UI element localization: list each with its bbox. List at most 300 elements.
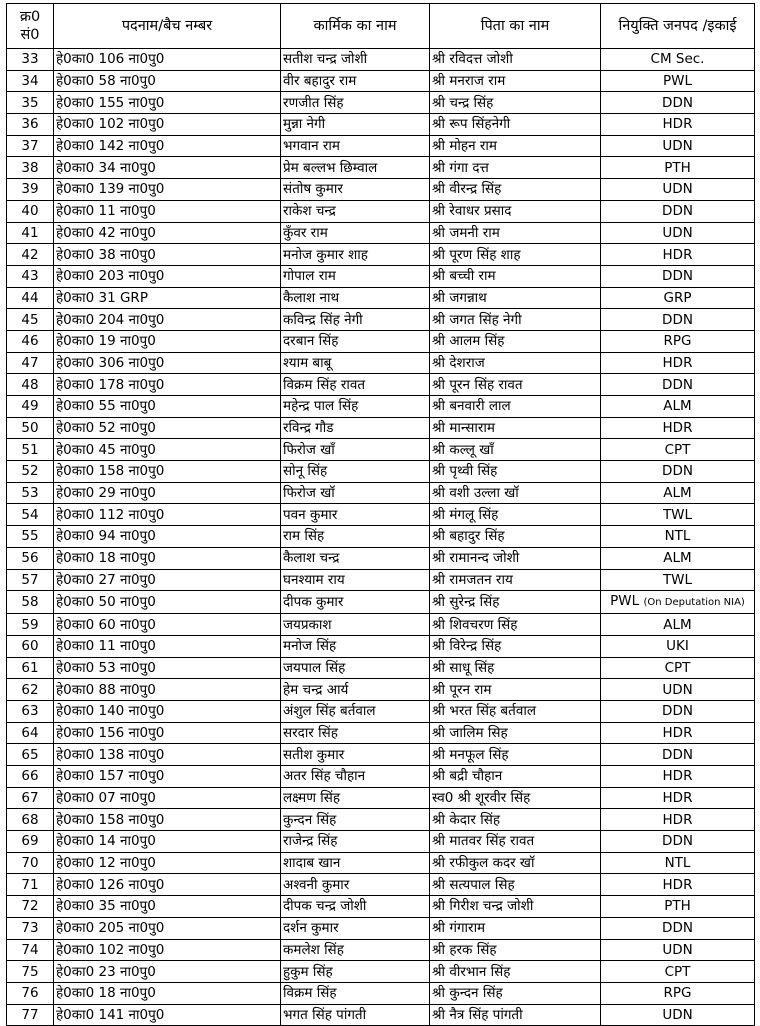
- post-batch-cell: हे0का0 55 ना0पु0: [54, 396, 281, 418]
- post-batch-cell: हे0का0 94 ना0पु0: [54, 526, 281, 548]
- father-name-cell: श्री सुरेन्द्र सिंह: [430, 591, 601, 614]
- serial-number-cell: 69: [7, 831, 54, 853]
- serial-number-cell: 45: [7, 309, 54, 331]
- post-batch-cell: हे0का0 52 ना0पु0: [54, 417, 281, 439]
- employee-name-cell: दरबान सिंह: [281, 330, 430, 352]
- father-name-cell: श्री बच्ची राम: [430, 265, 601, 287]
- post-batch-cell: हे0का0 156 ना0पु0: [54, 722, 281, 744]
- employee-name-cell: दीपक चन्द्र जोशी: [281, 896, 430, 918]
- posting-unit-code: CPT: [664, 963, 691, 980]
- posting-unit-cell: [601, 200, 755, 222]
- post-batch-cell: हे0का0 158 ना0पु0: [54, 461, 281, 483]
- posting-unit-cell: [601, 722, 755, 744]
- header-post-batch: पदनाम/बैच नम्बर: [54, 4, 281, 49]
- father-name-cell: श्री मातवर सिंह रावत: [430, 831, 601, 853]
- posting-unit-cell: [601, 330, 755, 352]
- post-batch-cell: हे0का0 18 ना0पु0: [54, 547, 281, 569]
- posting-unit-code: HDR: [662, 354, 693, 371]
- posting-unit-code: UDN: [662, 681, 693, 698]
- father-name-cell: श्री बहादुर सिंह: [430, 526, 601, 548]
- employee-name-cell: पवन कुमार: [281, 504, 430, 526]
- serial-number-cell: 56: [7, 547, 54, 569]
- employee-name-cell: अश्वनी कुमार: [281, 874, 430, 896]
- employee-name-cell: भगवान राम: [281, 135, 430, 157]
- serial-number-cell: 40: [7, 200, 54, 222]
- father-name-cell: श्री जगत सिंह नेगी: [430, 309, 601, 331]
- post-batch-cell: हे0का0 42 ना0पु0: [54, 222, 281, 244]
- table-row: [7, 982, 755, 1004]
- header-serial-number: क्र0 सं0: [7, 4, 54, 49]
- father-name-cell: श्री भरत सिंह बर्तवाल: [430, 700, 601, 722]
- father-name-cell: श्री पूरन सिंह रावत: [430, 374, 601, 396]
- employee-name-cell: शादाब खान: [281, 852, 430, 874]
- posting-unit-cell: [601, 896, 755, 918]
- table-row: [7, 526, 755, 548]
- posting-unit-cell: [601, 222, 755, 244]
- posting-unit-code: HDR: [662, 116, 693, 133]
- post-batch-cell: हे0का0 178 ना0पु0: [54, 374, 281, 396]
- post-batch-cell: हे0का0 35 ना0पु0: [54, 896, 281, 918]
- employee-name-cell: विक्रम सिंह: [281, 982, 430, 1004]
- father-name-cell: श्री रामजतन राय: [430, 569, 601, 591]
- serial-number-cell: 34: [7, 70, 54, 92]
- employee-name-cell: लक्ष्मण सिंह: [281, 787, 430, 809]
- father-name-cell: श्री पूरण सिंह शाह: [430, 244, 601, 266]
- employee-name-cell: श्याम बाबू: [281, 352, 430, 374]
- serial-number-cell: 53: [7, 482, 54, 504]
- posting-note: (On Deputation NIA): [643, 597, 745, 609]
- posting-unit-cell: [601, 135, 755, 157]
- post-batch-cell: हे0का0 19 ना0पु0: [54, 330, 281, 352]
- employee-name-cell: दर्शन कुमार: [281, 917, 430, 939]
- posting-unit-cell: [601, 352, 755, 374]
- table-row: [7, 961, 755, 983]
- father-name-cell: श्री पृथ्वी सिंह: [430, 461, 601, 483]
- posting-unit-cell: [601, 547, 755, 569]
- serial-number-cell: 64: [7, 722, 54, 744]
- father-name-cell: श्री शिवचरण सिंह: [430, 614, 601, 636]
- table-row: [7, 396, 755, 418]
- serial-number-cell: 41: [7, 222, 54, 244]
- posting-unit-cell: [601, 591, 755, 614]
- header-employee-name: कार्मिक का नाम: [281, 4, 430, 49]
- posting-unit-code: DDN: [662, 268, 693, 285]
- posting-unit-code: DDN: [662, 311, 693, 328]
- serial-number-cell: 62: [7, 679, 54, 701]
- employee-name-cell: अतर सिंह चौहान: [281, 766, 430, 788]
- posting-unit-cell: [601, 874, 755, 896]
- serial-number-cell: 72: [7, 896, 54, 918]
- posting-unit-code: HDR: [662, 246, 693, 263]
- post-batch-cell: हे0का0 12 ना0पु0: [54, 852, 281, 874]
- posting-unit-cell: [601, 982, 755, 1004]
- serial-number-cell: 65: [7, 744, 54, 766]
- employee-name-cell: फिरोज खाँ: [281, 439, 430, 461]
- posting-unit-code: RPG: [663, 985, 692, 1002]
- table-row: [7, 614, 755, 636]
- employee-name-cell: कमलेश सिंह: [281, 939, 430, 961]
- employee-name-cell: मनोज सिंह: [281, 635, 430, 657]
- employee-name-cell: अंशुल सिंह बर्तवाल: [281, 700, 430, 722]
- employee-name-cell: कविन्द्र सिंह नेगी: [281, 309, 430, 331]
- table-row: [7, 569, 755, 591]
- table-row: [7, 744, 755, 766]
- post-batch-cell: हे0का0 106 ना0पु0: [54, 49, 281, 71]
- father-name-cell: श्री रूप सिंहनेगी: [430, 114, 601, 136]
- posting-unit-cell: [601, 309, 755, 331]
- posting-unit-code: DDN: [662, 703, 693, 720]
- employee-name-cell: रणजीत सिंह: [281, 92, 430, 114]
- father-name-cell: श्री मनराज राम: [430, 70, 601, 92]
- father-name-cell: श्री गंगाराम: [430, 917, 601, 939]
- serial-number-cell: 54: [7, 504, 54, 526]
- father-name-cell: श्री चन्द्र सिंह: [430, 92, 601, 114]
- father-name-cell: श्री कल्लू खाँ: [430, 439, 601, 461]
- table-row: [7, 722, 755, 744]
- serial-number-cell: 46: [7, 330, 54, 352]
- employee-name-cell: कैलाश नाथ: [281, 287, 430, 309]
- table-row: [7, 417, 755, 439]
- table-row: [7, 896, 755, 918]
- father-name-cell: श्री सत्यपाल सिह: [430, 874, 601, 896]
- father-name-cell: श्री जालिम सिह: [430, 722, 601, 744]
- posting-unit-cell: [601, 244, 755, 266]
- posting-unit-cell: [601, 569, 755, 591]
- table-row: [7, 92, 755, 114]
- post-batch-cell: हे0का0 112 ना0पु0: [54, 504, 281, 526]
- posting-unit-code: HDR: [662, 420, 693, 437]
- table-row: [7, 482, 755, 504]
- posting-unit-code: RPG: [663, 333, 692, 350]
- posting-unit-cell: [601, 374, 755, 396]
- posting-unit-code: TWL: [662, 506, 693, 523]
- serial-number-cell: 68: [7, 809, 54, 831]
- father-name-cell: श्री मनफूल सिंह: [430, 744, 601, 766]
- post-batch-cell: हे0का0 155 ना0पु0: [54, 92, 281, 114]
- post-batch-cell: हे0का0 23 ना0पु0: [54, 961, 281, 983]
- table-body: [7, 49, 755, 1026]
- post-batch-cell: हे0का0 205 ना0पु0: [54, 917, 281, 939]
- header-father-name: पिता का नाम: [430, 4, 601, 49]
- table-row: [7, 374, 755, 396]
- post-batch-cell: हे0का0 11 ना0पु0: [54, 635, 281, 657]
- posting-unit-cell: [601, 700, 755, 722]
- employee-name-cell: हेम चन्द्र आर्य: [281, 679, 430, 701]
- posting-unit-code: HDR: [662, 811, 693, 828]
- employee-name-cell: कुँवर राम: [281, 222, 430, 244]
- post-batch-cell: हे0का0 18 ना0पु0: [54, 982, 281, 1004]
- father-name-cell: श्री आलम सिंह: [430, 330, 601, 352]
- posting-unit-code: ALM: [663, 616, 692, 633]
- post-batch-cell: हे0का0 139 ना0पु0: [54, 179, 281, 201]
- table-row: [7, 70, 755, 92]
- serial-number-cell: 73: [7, 917, 54, 939]
- posting-unit-code: PTH: [664, 159, 691, 176]
- father-name-cell: श्री गिरीश चन्द्र जोशी: [430, 896, 601, 918]
- serial-number-cell: 75: [7, 961, 54, 983]
- post-batch-cell: हे0का0 60 ना0पु0: [54, 614, 281, 636]
- post-batch-cell: हे0का0 29 ना0पु0: [54, 482, 281, 504]
- table-row: [7, 635, 755, 657]
- posting-unit-code: HDR: [662, 768, 693, 785]
- posting-unit-code: PTH: [664, 898, 691, 915]
- posting-unit-cell: [601, 526, 755, 548]
- posting-unit-code: NTL: [664, 855, 691, 872]
- father-name-cell: श्री मोहन राम: [430, 135, 601, 157]
- posting-unit-cell: [601, 461, 755, 483]
- employee-name-cell: दीपक कुमार: [281, 591, 430, 614]
- posting-unit-code: CPT: [664, 659, 691, 676]
- posting-unit-cell: [601, 809, 755, 831]
- post-batch-cell: हे0का0 88 ना0पु0: [54, 679, 281, 701]
- posting-unit-cell: [601, 482, 755, 504]
- father-name-cell: श्री मान्साराम: [430, 417, 601, 439]
- employee-name-cell: फिरोज खॉ: [281, 482, 430, 504]
- posting-unit-code: ALM: [663, 485, 692, 502]
- post-batch-cell: हे0का0 53 ना0पु0: [54, 657, 281, 679]
- serial-number-cell: 49: [7, 396, 54, 418]
- table-row: [7, 591, 755, 614]
- serial-number-cell: 43: [7, 265, 54, 287]
- posting-unit-code: HDR: [662, 876, 693, 893]
- posting-unit-cell: [601, 439, 755, 461]
- posting-unit-cell: [601, 1004, 755, 1026]
- table-row: [7, 461, 755, 483]
- serial-number-cell: 42: [7, 244, 54, 266]
- post-batch-cell: हे0का0 07 ना0पु0: [54, 787, 281, 809]
- employee-name-cell: मुन्ना नेगी: [281, 114, 430, 136]
- serial-number-cell: 59: [7, 614, 54, 636]
- post-batch-cell: हे0का0 45 ना0पु0: [54, 439, 281, 461]
- table-row: [7, 330, 755, 352]
- posting-unit-code: PWL: [662, 73, 692, 90]
- serial-number-cell: 76: [7, 982, 54, 1004]
- posting-unit-cell: [601, 396, 755, 418]
- post-batch-cell: हे0का0 203 ना0पु0: [54, 265, 281, 287]
- employee-name-cell: सतीश कुमार: [281, 744, 430, 766]
- employee-name-cell: गोपाल राम: [281, 265, 430, 287]
- post-batch-cell: हे0का0 102 ना0पु0: [54, 939, 281, 961]
- table-row: [7, 200, 755, 222]
- table-row: [7, 265, 755, 287]
- posting-unit-code: DDN: [662, 920, 693, 937]
- employee-name-cell: मनोज कुमार शाह: [281, 244, 430, 266]
- posting-unit-cell: [601, 961, 755, 983]
- father-name-cell: श्री केदार सिंह: [430, 809, 601, 831]
- post-batch-cell: हे0का0 138 ना0पु0: [54, 744, 281, 766]
- father-name-cell: श्री रामानन्द जोशी: [430, 547, 601, 569]
- post-batch-cell: हे0का0 50 ना0पु0: [54, 591, 281, 614]
- post-batch-cell: हे0का0 204 ना0पु0: [54, 309, 281, 331]
- posting-unit-code: UDN: [662, 138, 693, 155]
- father-name-cell: श्री गंगा दत्त: [430, 157, 601, 179]
- serial-number-cell: 70: [7, 852, 54, 874]
- employee-name-cell: राम सिंह: [281, 526, 430, 548]
- father-name-cell: श्री नैत्र सिंह पांगती: [430, 1004, 601, 1026]
- posting-unit-cell: [601, 852, 755, 874]
- posting-unit-cell: [601, 504, 755, 526]
- posting-unit-code: DDN: [662, 376, 693, 393]
- table-row: [7, 287, 755, 309]
- father-name-cell: श्री कुन्दन सिंह: [430, 982, 601, 1004]
- employee-name-cell: भगत सिंह पांगती: [281, 1004, 430, 1026]
- serial-number-cell: 35: [7, 92, 54, 114]
- post-batch-cell: हे0का0 14 ना0पु0: [54, 831, 281, 853]
- posting-unit-code: ALM: [663, 398, 692, 415]
- serial-number-cell: 37: [7, 135, 54, 157]
- posting-unit-cell: [601, 744, 755, 766]
- table-row: [7, 135, 755, 157]
- serial-number-cell: 71: [7, 874, 54, 896]
- father-name-cell: श्री विरेन्द्र सिंह: [430, 635, 601, 657]
- posting-unit-cell: [601, 417, 755, 439]
- father-name-cell: श्री बद्री चौहान: [430, 766, 601, 788]
- employee-name-cell: राजेन्द्र सिंह: [281, 831, 430, 853]
- employee-name-cell: राकेश चन्द्र: [281, 200, 430, 222]
- posting-unit-cell: [601, 766, 755, 788]
- table-row: [7, 157, 755, 179]
- table-row: [7, 1004, 755, 1026]
- table-row: [7, 179, 755, 201]
- table-row: [7, 222, 755, 244]
- employee-name-cell: सतीश चन्द्र जोशी: [281, 49, 430, 71]
- post-batch-cell: हे0का0 142 ना0पु0: [54, 135, 281, 157]
- post-batch-cell: हे0का0 140 ना0पु0: [54, 700, 281, 722]
- posting-unit-code: DDN: [662, 833, 693, 850]
- table-row: [7, 831, 755, 853]
- posting-unit-cell: [601, 92, 755, 114]
- posting-unit-code: UDN: [662, 1006, 693, 1023]
- table-row: [7, 874, 755, 896]
- post-batch-cell: हे0का0 102 ना0पु0: [54, 114, 281, 136]
- posting-unit-code: DDN: [662, 94, 693, 111]
- employee-name-cell: घनश्याम राय: [281, 569, 430, 591]
- serial-number-cell: 57: [7, 569, 54, 591]
- posting-unit-code: CM Sec.: [650, 51, 705, 68]
- post-batch-cell: हे0का0 38 ना0पु0: [54, 244, 281, 266]
- posting-unit-code: DDN: [662, 203, 693, 220]
- serial-number-cell: 38: [7, 157, 54, 179]
- post-batch-cell: हे0का0 306 ना0पु0: [54, 352, 281, 374]
- post-batch-cell: हे0का0 126 ना0पु0: [54, 874, 281, 896]
- father-name-cell: श्री जगन्नाथ: [430, 287, 601, 309]
- post-batch-cell: हे0का0 158 ना0पु0: [54, 809, 281, 831]
- employee-name-cell: सोनू सिंह: [281, 461, 430, 483]
- table-row: [7, 679, 755, 701]
- serial-number-cell: 66: [7, 766, 54, 788]
- post-batch-cell: हे0का0 27 ना0पु0: [54, 569, 281, 591]
- father-name-cell: श्री वीरन्द्र सिंह: [430, 179, 601, 201]
- father-name-cell: श्री रफीकुल कदर खॉ: [430, 852, 601, 874]
- posting-unit-code: GRP: [663, 289, 692, 306]
- serial-number-cell: 44: [7, 287, 54, 309]
- table-row: [7, 939, 755, 961]
- employee-name-cell: संतोष कुमार: [281, 179, 430, 201]
- table-row: [7, 700, 755, 722]
- posting-unit-cell: [601, 70, 755, 92]
- employee-name-cell: कैलाश चन्द्र: [281, 547, 430, 569]
- posting-unit-code: CPT: [664, 441, 691, 458]
- employee-name-cell: रविन्द्र गौड: [281, 417, 430, 439]
- posting-unit-code: HDR: [662, 790, 693, 807]
- posting-unit-cell: [601, 114, 755, 136]
- table-row: [7, 787, 755, 809]
- table-row: [7, 439, 755, 461]
- table-row: [7, 244, 755, 266]
- table-row: [7, 852, 755, 874]
- table-row: [7, 766, 755, 788]
- table-row: [7, 504, 755, 526]
- father-name-cell: श्री देशराज: [430, 352, 601, 374]
- posting-unit-cell: [601, 265, 755, 287]
- posting-unit-cell: [601, 157, 755, 179]
- table-row: [7, 547, 755, 569]
- father-name-cell: श्री जमनी राम: [430, 222, 601, 244]
- father-name-cell: श्री मंगलू सिंह: [430, 504, 601, 526]
- serial-number-cell: 58: [7, 591, 54, 614]
- posting-unit-cell: [601, 787, 755, 809]
- serial-number-cell: 61: [7, 657, 54, 679]
- posting-unit-code: ALM: [663, 550, 692, 567]
- personnel-table: [6, 3, 755, 1026]
- post-batch-cell: हे0का0 11 ना0पु0: [54, 200, 281, 222]
- serial-number-cell: 74: [7, 939, 54, 961]
- posting-unit-cell: [601, 614, 755, 636]
- posting-unit-code: DDN: [662, 746, 693, 763]
- serial-number-cell: 51: [7, 439, 54, 461]
- posting-unit-cell: [601, 831, 755, 853]
- posting-unit-code: HDR: [662, 724, 693, 741]
- serial-number-cell: 33: [7, 49, 54, 71]
- header-posting-unit: नियुक्ति जनपद /इकाई: [601, 4, 755, 49]
- father-name-cell: श्री रेवाधर प्रसाद: [430, 200, 601, 222]
- serial-number-cell: 36: [7, 114, 54, 136]
- serial-number-cell: 55: [7, 526, 54, 548]
- table-row: [7, 917, 755, 939]
- posting-unit-code: UKI: [666, 638, 689, 655]
- serial-number-cell: 60: [7, 635, 54, 657]
- post-batch-cell: हे0का0 157 ना0पु0: [54, 766, 281, 788]
- father-name-cell: श्री वशी उल्ला खॉ: [430, 482, 601, 504]
- employee-name-cell: कुन्दन सिंह: [281, 809, 430, 831]
- employee-name-cell: विक्रम सिंह रावत: [281, 374, 430, 396]
- table-row: [7, 114, 755, 136]
- posting-unit-cell: [601, 287, 755, 309]
- employee-name-cell: वीर बहादुर राम: [281, 70, 430, 92]
- father-name-cell: श्री रविदत्त जोशी: [430, 49, 601, 71]
- serial-number-cell: 63: [7, 700, 54, 722]
- employee-name-cell: हुकुम सिंह: [281, 961, 430, 983]
- posting-unit-code: DDN: [662, 463, 693, 480]
- posting-unit-cell: [601, 49, 755, 71]
- post-batch-cell: हे0का0 34 ना0पु0: [54, 157, 281, 179]
- father-name-cell: श्री वीरभान सिंह: [430, 961, 601, 983]
- posting-unit-cell: [601, 657, 755, 679]
- posting-unit-code: NTL: [664, 528, 691, 545]
- employee-name-cell: जयप्रकाश: [281, 614, 430, 636]
- post-batch-cell: हे0का0 58 ना0पु0: [54, 70, 281, 92]
- serial-number-cell: 39: [7, 179, 54, 201]
- serial-number-cell: 67: [7, 787, 54, 809]
- posting-unit-code: UDN: [662, 181, 693, 198]
- serial-number-cell: 50: [7, 417, 54, 439]
- father-name-cell: स्व0 श्री शूरवीर सिंह: [430, 787, 601, 809]
- father-name-cell: श्री हरक सिंह: [430, 939, 601, 961]
- serial-number-cell: 52: [7, 461, 54, 483]
- serial-number-cell: 47: [7, 352, 54, 374]
- employee-name-cell: महेन्द्र पाल सिंह: [281, 396, 430, 418]
- table-row: [7, 657, 755, 679]
